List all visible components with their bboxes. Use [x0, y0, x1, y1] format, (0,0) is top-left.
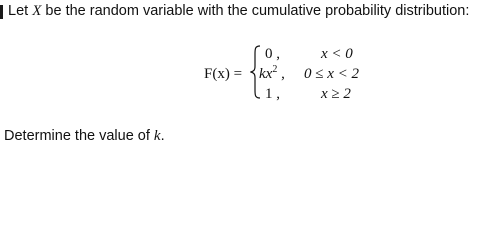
case-2-value [259, 66, 285, 83]
intro-suffix: be the random variable with the cumulative probability distribution: [45, 3, 470, 19]
prompt-variable: k [153, 128, 161, 144]
formula-lhs: F(x) = [204, 66, 243, 82]
case-3-condition: x ≥ 2 [321, 86, 351, 102]
intro-prefix: Let [8, 3, 29, 19]
prompt-end: . [160, 128, 165, 144]
prompt-text: Determine the value of [4, 128, 150, 144]
case-2-separator: , [277, 66, 285, 82]
case-1-value: 0 , [265, 46, 280, 62]
case-2-exponent: 2 [272, 64, 278, 75]
case-1-condition: x < 0 [321, 46, 353, 62]
prompt-sentence [4, 127, 165, 145]
case-3-value: 1 , [265, 86, 280, 102]
case-2-base: kx [259, 66, 273, 82]
case-2-condition: 0 ≤ x < 2 [304, 66, 360, 82]
intro-variable: X [32, 3, 42, 19]
